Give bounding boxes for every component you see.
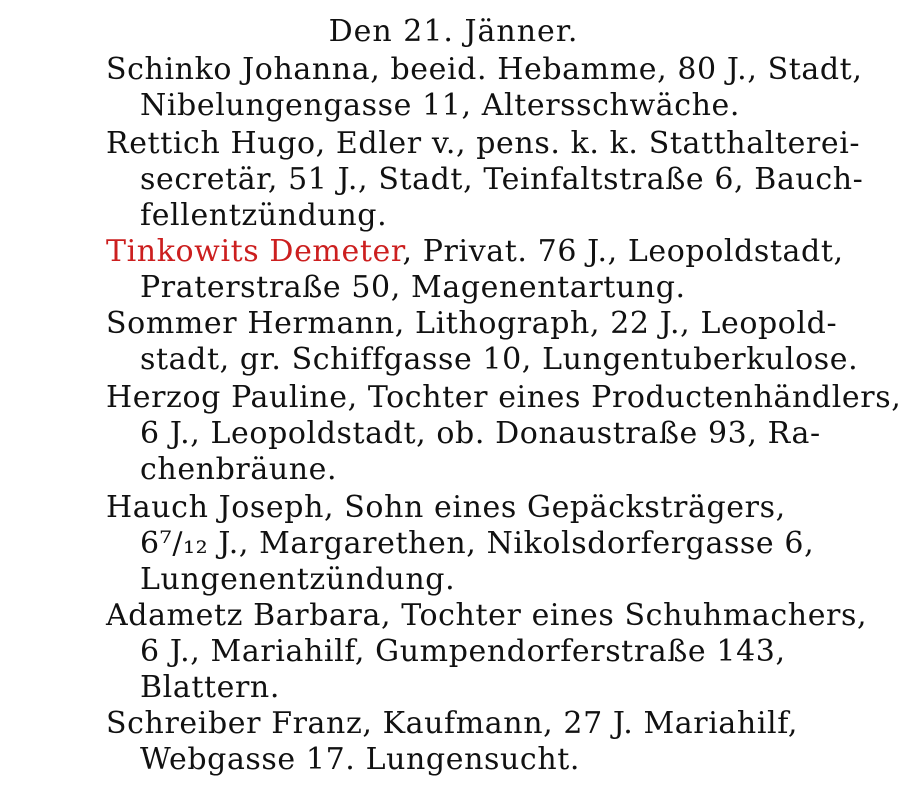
entry-line: Hauch Joseph, Sohn eines Gepäcksträgers, bbox=[106, 490, 786, 525]
entry-line: fellentzündung. bbox=[140, 198, 388, 233]
entry-line: Schinko Johanna, beeid. Hebamme, 80 J., Stadt, bbox=[106, 52, 863, 87]
entry-line: Sommer Hermann, Lithograph, 22 J., Leopold- bbox=[106, 306, 838, 341]
entry-line: Schreiber Franz, Kaufmann, 27 J. Mariahilf, bbox=[106, 706, 798, 741]
entry-highlighted bbox=[106, 234, 844, 270]
entry-line: Adametz Barbara, Tochter eines Schuhmachers, bbox=[106, 598, 868, 633]
entry-line-rest: , Privat. 76 J., Leopoldstadt, bbox=[402, 234, 844, 269]
entry-line: Praterstraße 50, Magenentartung. bbox=[140, 270, 686, 305]
entry-line: chenbräune. bbox=[140, 452, 338, 487]
entry-line: Nibelungengasse 11, Altersschwäche. bbox=[140, 88, 741, 123]
date-heading: Den 21. Jänner. bbox=[328, 14, 579, 49]
entry-line: 6 J., Leopoldstadt, ob. Donaustraße 93, Ra- bbox=[140, 416, 821, 451]
entry-line: Webgasse 17. Lungensucht. bbox=[140, 742, 581, 777]
entry-line: stadt, gr. Schiffgasse 10, Lungentuberkulose. bbox=[140, 342, 859, 377]
entry-line: Blattern. bbox=[140, 670, 280, 705]
entry-line: secretär, 51 J., Stadt, Teinfaltstraße 6, Bauch- bbox=[140, 162, 864, 197]
entry-line: 6 J., Mariahilf, Gumpendorferstraße 143, bbox=[140, 634, 786, 669]
highlighted-name: Tinkowits Demeter bbox=[106, 234, 403, 269]
entry-line: Herzog Pauline, Tochter eines Productenhändlers, bbox=[106, 380, 902, 415]
entry-line: Lungenentzündung. bbox=[140, 562, 456, 597]
entry-line: 6⁷/₁₂ J., Margarethen, Nikolsdorfergasse 6, bbox=[140, 526, 815, 561]
entry-line: Rettich Hugo, Edler v., pens. k. k. Statthalterei- bbox=[106, 126, 861, 161]
